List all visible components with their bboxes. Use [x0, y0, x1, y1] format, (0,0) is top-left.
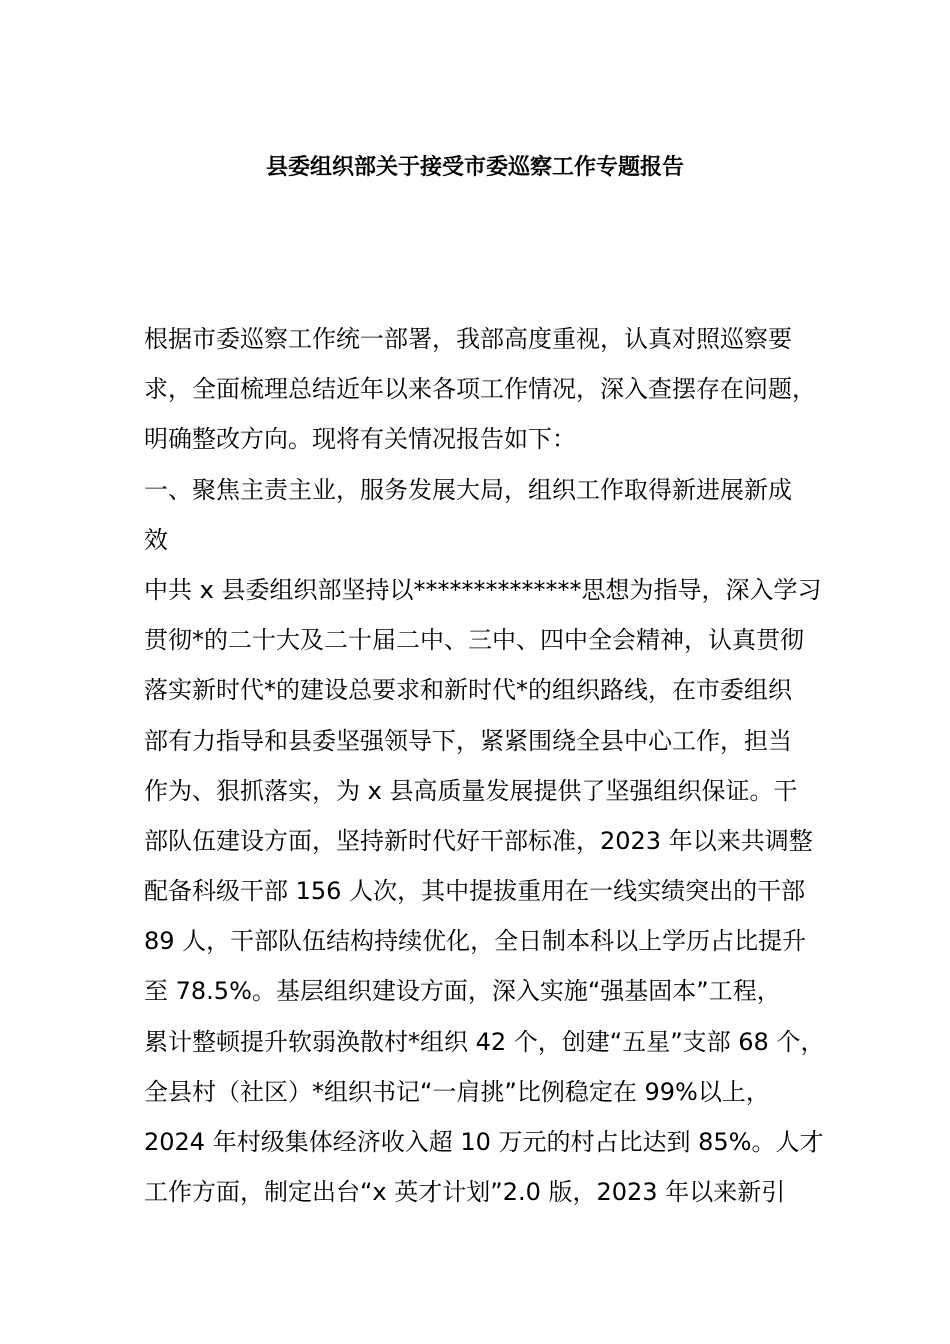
- body-line: 累计整顿提升软弱涣散村*组织 42 个，创建“五星”支部 68 个，: [144, 1027, 825, 1056]
- body-line: 求，全面梳理总结近年以来各项工作情况，深入查摆存在问题，: [144, 375, 816, 404]
- body-line: 部队伍建设方面，坚持新时代好干部标准，2023 年以来共调整: [144, 826, 813, 855]
- body-line: 部有力指导和县委坚强领导下，紧紧围绕全县中心工作，担当: [144, 726, 792, 755]
- document-title: 县委组织部关于接受市委巡察工作专题报告: [265, 155, 684, 180]
- body-line: 中共 x 县委组织部坚持以**************思想为指导，深入学习: [144, 575, 822, 604]
- body-line: 至 78.5%。基层组织建设方面，深入实施“强基固本”工程，: [144, 977, 781, 1006]
- body-line: 落实新时代*的建设总要求和新时代*的组织路线，在市委组织: [144, 676, 792, 705]
- body-line: 根据市委巡察工作统一部署，我部高度重视，认真对照巡察要: [144, 325, 792, 353]
- body-line: 明确整改方向。现将有关情况报告如下：: [144, 425, 576, 454]
- section-heading-line: 一、聚焦主责主业，服务发展大局，组织工作取得新进展新成: [144, 475, 792, 504]
- document-body: [144, 321, 844, 1224]
- body-line: 工作方面，制定出台“x 英才计划”2.0 版，2023 年以来新引: [144, 1178, 786, 1207]
- section-heading-line: 效: [144, 525, 168, 554]
- body-line: 全县村（社区）*组织书记“一肩挑”比例稳定在 99%以上，: [144, 1077, 770, 1106]
- body-line: 89 人，干部队伍结构持续优化，全日制本科以上学历占比提升: [144, 927, 807, 956]
- body-line: 作为、狠抓落实，为 x 县高质量发展提供了坚强组织保证。干: [144, 776, 798, 805]
- body-line: 贯彻*的二十大及二十届二中、三中、四中全会精神，认真贯彻: [144, 626, 804, 655]
- body-line: 配备科级干部 156 人次，其中提拔重用在一线实绩突出的干部: [144, 877, 806, 906]
- body-line: 2024 年村级集体经济收入超 10 万元的村占比达到 85%。人才: [144, 1128, 824, 1156]
